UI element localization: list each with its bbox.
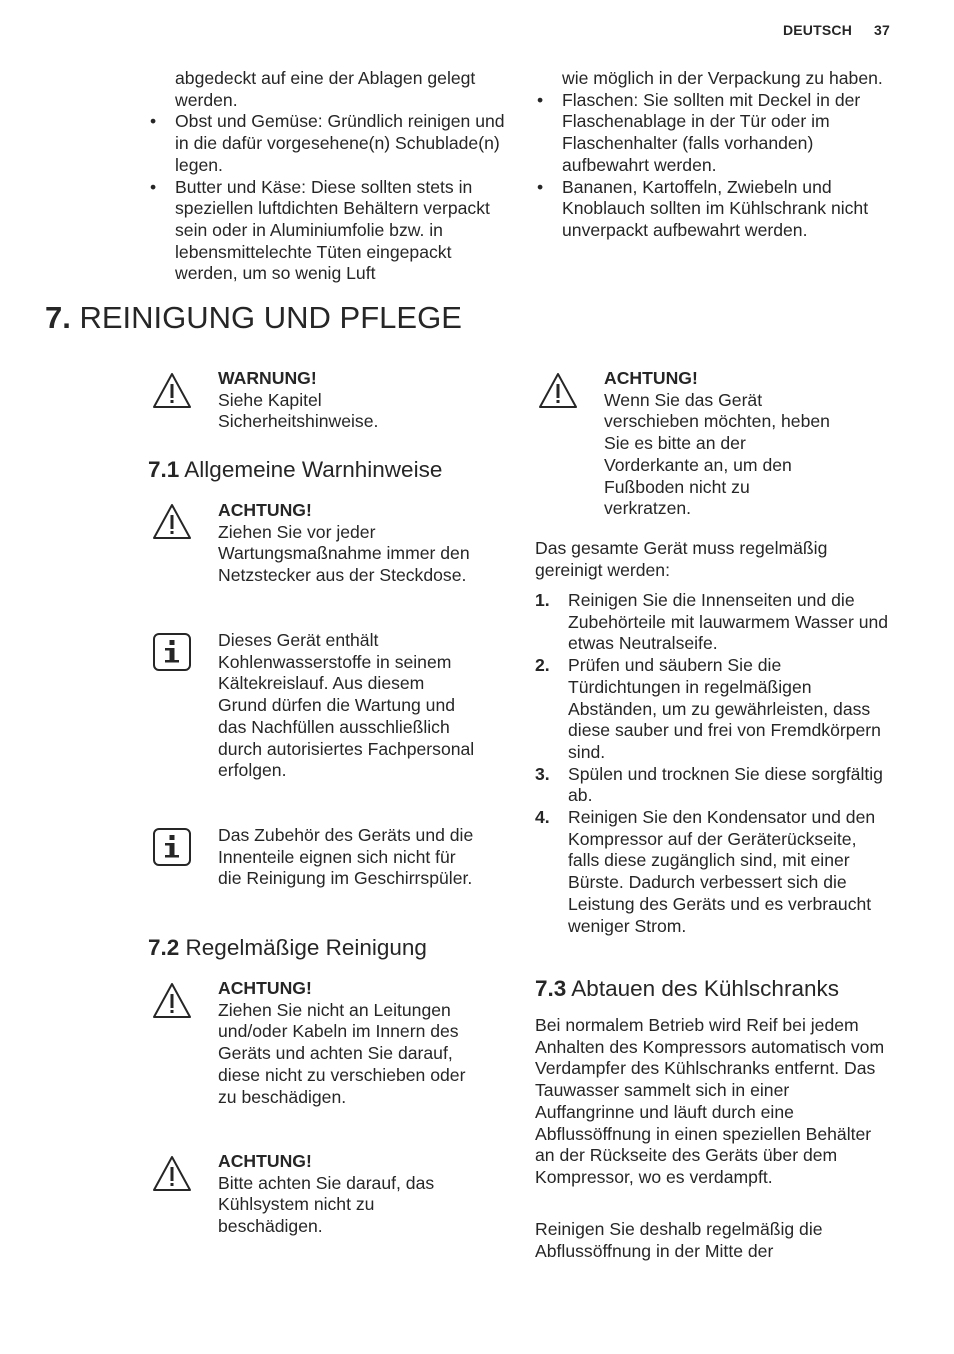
section-title: Allgemeine Warnhinweise bbox=[184, 457, 443, 482]
page-header bbox=[783, 22, 890, 38]
warning-triangle-icon bbox=[152, 502, 192, 542]
section-number: 7.3 bbox=[535, 976, 567, 1001]
section-title: Abtauen des Kühlschranks bbox=[571, 976, 839, 1001]
section-number: 7.2 bbox=[148, 935, 180, 960]
notice-text: Siehe Kapitel Sicherheitshinweise. bbox=[218, 389, 379, 432]
continuation-text: wie möglich in der Verpackung zu haben. bbox=[562, 68, 883, 88]
caution-notice bbox=[218, 500, 478, 587]
notice-title: ACHTUNG! bbox=[218, 500, 312, 520]
warning-triangle-icon bbox=[152, 981, 192, 1021]
notice-title: ACHTUNG! bbox=[604, 368, 698, 388]
notice-title: ACHTUNG! bbox=[218, 1151, 312, 1171]
step-text: Prüfen und säubern Sie die Türdichtungen in regelmäßigen Abständen, um zu gewährleisten, dass diese sauber und frei von Fremdkörpern sind. bbox=[568, 655, 881, 762]
warning-notice bbox=[218, 368, 478, 433]
warning-triangle-icon bbox=[152, 1154, 192, 1194]
info-notice: Dieses Gerät enthält Kohlenwasserstoffe in seinem Kältekreislauf. Aus diesem Grund dürfen die Wartung und das Nachfüllen ausschließlich durch autorisiertes Fachpersonal erfolgen. bbox=[218, 630, 475, 781]
info-icon bbox=[152, 632, 192, 672]
caution-notice bbox=[604, 368, 834, 520]
list-item: • Flaschen: Sie sollten mit Deckel in der Flaschenablage in der Tür oder im Flaschenhalter (falls vorhanden) aufbewahrt werden. bbox=[535, 90, 895, 177]
list-item: • Obst und Gemüse: Gründlich reinigen und in die dafür vorgesehene(n) Schublade(n) legen. bbox=[148, 111, 518, 176]
list-item bbox=[535, 590, 891, 655]
caution-notice bbox=[218, 1151, 478, 1238]
section-heading-7-2 bbox=[148, 933, 427, 963]
bullet-list bbox=[148, 111, 518, 285]
page-number: 37 bbox=[874, 22, 890, 38]
chapter-number: 7. bbox=[45, 300, 71, 335]
section-title: Regelmäßige Reinigung bbox=[185, 935, 427, 960]
top-left-column bbox=[148, 68, 518, 285]
notice-title: ACHTUNG! bbox=[218, 978, 312, 998]
header-language: DEUTSCH bbox=[782, 22, 853, 38]
continuation-text: abgedeckt auf eine der Ablagen gelegt werden. bbox=[175, 68, 476, 110]
step-text: Reinigen Sie den Kondensator und den Kompressor auf der Geräterückseite, falls diese zugänglich sind, mit einer Bürste. Dadurch verbessert sich die Leistung des Geräts und es verbraucht weniger Strom. bbox=[568, 807, 876, 936]
notice-text: Bitte achten Sie darauf, das Kühlsystem nicht zu beschädigen. bbox=[218, 1172, 435, 1237]
step-text: Spülen und trocknen Sie diese sorgfältig ab. bbox=[568, 763, 883, 806]
top-right-column bbox=[535, 68, 895, 242]
notice-text: Ziehen Sie vor jeder Wartungsmaßnahme immer den Netzstecker aus der Steckdose. bbox=[218, 521, 470, 586]
step-number: 4. bbox=[535, 807, 550, 828]
list-item: • Bananen, Kartoffeln, Zwiebeln und Knoblauch sollten im Kühlschrank nicht unverpackt aufbewahrt werden. bbox=[535, 177, 895, 242]
section-heading-7-3 bbox=[535, 974, 839, 1004]
defrost-paragraph: Bei normalem Betrieb wird Reif bei jedem Anhalten des Kompressors automatisch vom Verdampfer des Kühlschranks entfernt. Das Tauwasser sammelt sich in einer Auffangrinne und läuft durch eine Abflussöffnung in einen speziellen Behälter an der Rückseite des Geräts über dem Kompressor, wo es verdampft. bbox=[535, 1015, 885, 1187]
warning-triangle-icon bbox=[538, 371, 578, 411]
chapter-title: REINIGUNG UND PFLEGE bbox=[79, 300, 462, 335]
section-heading-7-1 bbox=[148, 455, 442, 485]
cleaning-steps bbox=[535, 590, 891, 937]
warning-triangle-icon bbox=[152, 371, 192, 411]
info-icon bbox=[152, 827, 192, 867]
section-number: 7.1 bbox=[148, 457, 180, 482]
step-number: 2. bbox=[535, 655, 550, 676]
caution-notice bbox=[218, 978, 478, 1108]
chapter-heading bbox=[45, 298, 462, 338]
info-notice: Das Zubehör des Geräts und die Innenteile eignen sich nicht für die Reinigung im Geschirrspüler. bbox=[218, 825, 474, 889]
notice-text: Wenn Sie das Gerät verschieben möchten, heben Sie es bitte an der Vorderkante an, um den Fußboden nicht zu verkratzen. bbox=[604, 389, 830, 519]
bullet-list bbox=[535, 90, 895, 242]
step-number: 1. bbox=[535, 590, 550, 610]
step-text: Reinigen Sie die Innenseiten und die Zubehörteile mit lauwarmem Wasser und etwas Neutralseife. bbox=[568, 590, 889, 654]
list-item bbox=[535, 764, 891, 807]
step-number: 3. bbox=[535, 763, 550, 784]
list-item bbox=[535, 807, 891, 937]
defrost-paragraph: Reinigen Sie deshalb regelmäßig die Abflussöffnung in der Mitte der bbox=[535, 1219, 823, 1261]
list-item: • Butter und Käse: Diese sollten stets in speziellen luftdichten Behältern verpackt sein oder in Aluminiumfolie bzw. in lebensmittelechte Tüten eingepackt werden, um so wenig Luft bbox=[148, 177, 518, 286]
notice-title: WARNUNG! bbox=[218, 368, 317, 388]
list-item bbox=[535, 655, 891, 764]
cleaning-intro: Das gesamte Gerät muss regelmäßig gereinigt werden: bbox=[535, 538, 828, 580]
notice-text: Ziehen Sie nicht an Leitungen und/oder Kabeln im Innern des Geräts und achten Sie darauf, diese nicht zu verschieben oder zu beschädigen. bbox=[218, 999, 466, 1107]
